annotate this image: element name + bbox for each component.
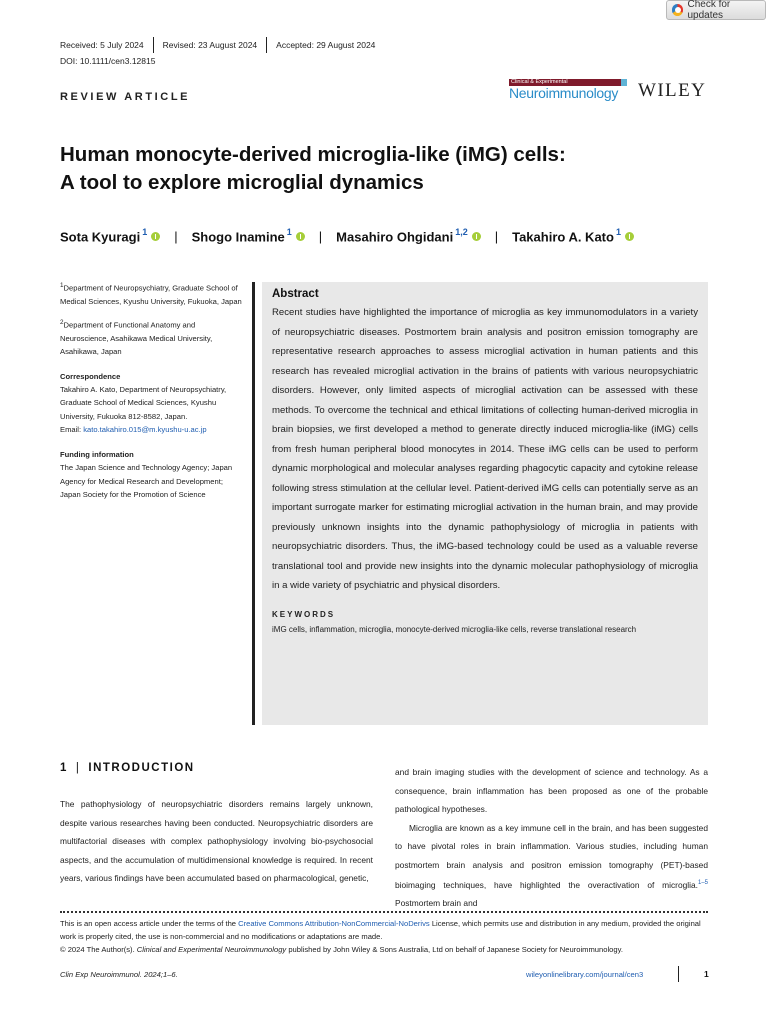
divider: [153, 37, 154, 53]
orcid-icon[interactable]: [296, 232, 305, 241]
funding-text: The Japan Science and Technology Agency; Japan Agency for Medical Research and Development; Japan Society for the Promotion of Science: [60, 463, 233, 499]
affiliations-panel: [60, 279, 243, 509]
orcid-icon[interactable]: [625, 232, 634, 241]
divider: [266, 37, 267, 53]
footnote-divider: [60, 911, 708, 913]
affiliation-text: Department of Neuropsychiatry, Graduate School of Medical Sciences, Kyushu University, Fukuoka, Japan: [60, 283, 242, 306]
body-column-right: [395, 763, 708, 913]
author-name: Sota Kyuragi: [60, 229, 141, 245]
author-separator: |: [318, 228, 323, 244]
license-text: © 2024 The Author(s).: [60, 945, 137, 954]
affiliation-ref: 1: [615, 227, 621, 237]
correspondence-text: Takahiro A. Kato, Department of Neuropsychiatry, Graduate School of Medical Sciences, Kyushu University, Fukuoka 812-8582, Japan.: [60, 385, 227, 421]
journal-logo-main: Neuroimmunology: [509, 85, 619, 101]
author-name: Masahiro Ohgidani: [336, 229, 454, 245]
abstract-box: [262, 282, 708, 725]
affiliation-1: [60, 279, 243, 308]
author[interactable]: [336, 228, 468, 244]
paragraph-text: Microglia are known as a key immune cell in the brain, and has been suggested to have pivotal roles in brain inflammation. Various studies, including human postmortem brain analysis and positron emission tomography (PET)-based bioimaging techniques, have highlighted the overactivation of microglia.: [395, 822, 708, 890]
author[interactable]: [512, 228, 621, 244]
vertical-rule: [252, 282, 255, 725]
doi[interactable]: DOI: 10.1111/cen3.12815: [60, 56, 156, 66]
abstract-text: Recent studies have highlighted the importance of microglia as key immunomodulators in a variety of neuropsychiatric diseases. Postmortem brain analysis and positron emission tomography are representative research approaches to assess microglial activation in human patients and this research has revealed microglial activation in the brains of patients with various neuropsychiatric disorders. However, only limited aspects of microglial activation can be assessed with these methods. To overcome the technical and ethical limitations of collecting human-derived microglia in brain biopsies, we first developed a method to generate directly induced microglia-like (iMG) cells from fresh human peripheral blood monocytes in 2014. These iMG cells can be used to perform dynamic morphological and molecular analyses regarding phagocytic capacity and cytokine release following stress stimulation at the cellular level. Patient-derived iMG cells can potentially serve as an important surrogate marker for estimating microglial activation in the human brain, and may provide previously unknown insights into the dynamic pathophysiology of microglia in patients with neuropsychiatric disorders. Thus, the iMG-based technology could be used as a valuable reverse translational tool and provide new insights into the dynamic molecular pathophysiology of microglia in a wide variety of psychiatric and physical disorders.: [272, 307, 698, 591]
abstract-heading: Abstract: [272, 288, 319, 300]
section-pipe: |: [75, 762, 81, 774]
license-link[interactable]: Creative Commons Attribution-NonCommercial-NoDerivs: [238, 919, 430, 928]
revised-date: Revised: 23 August 2024: [162, 40, 258, 50]
funding: [60, 448, 243, 501]
paragraph-text: Postmortem brain and: [395, 898, 478, 909]
accepted-date: Accepted: 29 August 2024: [276, 40, 376, 50]
affiliation-ref: 1,2: [455, 227, 468, 237]
footer-citation: [60, 970, 178, 979]
keywords-heading: KEYWORDS: [272, 609, 336, 619]
check-for-updates-button[interactable]: [666, 0, 766, 20]
author-name: Shogo Inamine: [191, 229, 285, 245]
email-link[interactable]: kato.takahiro.015@m.kyushu-u.ac.jp: [83, 424, 207, 434]
license-text: License, which permits use and distribution in any medium, provided the original work is properly cited, the use is non-commercial and no modifications or adaptations are made.: [60, 919, 701, 941]
check-for-updates-label: Check for updates: [687, 0, 731, 21]
affiliation-2: [60, 316, 243, 358]
license-text: published by John Wiley & Sons Australia, Ltd on behalf of Japanese Society for Neuroimmunology.: [286, 945, 623, 954]
email-label: Email:: [60, 424, 84, 434]
journal-logo-top: Clinical & Experimental: [509, 79, 621, 86]
author-separator: |: [174, 228, 178, 244]
section-title: INTRODUCTION: [88, 762, 195, 774]
journal-logo: [509, 79, 627, 103]
body-column-left: [60, 795, 373, 888]
license-line-2: [60, 943, 710, 956]
publication-dates: [60, 37, 375, 53]
orcid-icon[interactable]: [472, 232, 481, 241]
section-number: 1: [60, 762, 68, 774]
keywords-text: iMG cells, inflammation, microglia, monocyte-derived microglia-like cells, reverse translational research: [272, 624, 637, 634]
footer-url[interactable]: wileyonlinelibrary.com/journal/cen3: [526, 970, 644, 979]
license-line-1: [60, 917, 710, 943]
affiliation-sup: 1: [60, 282, 64, 289]
author-separator: |: [494, 228, 499, 244]
paragraph: The pathophysiology of neuropsychiatric disorders remains largely unknown, despite various researches having been conducted. Neuropsychiatric disorders are multifactorial diseases with complex pathophysiology involving bio-psychosocial aspects, and the accumulation of multidimensional knowledge is required. In recent years, various findings have been accumulated based on pharmacological, genetic,: [60, 799, 373, 883]
author-name: Takahiro A. Kato: [512, 229, 614, 245]
citation-ref[interactable]: 1–5: [697, 880, 708, 886]
title-line-2: A tool to explore microglial dynamics: [60, 171, 424, 194]
license-text: This is an open access article under the terms of the: [60, 919, 239, 928]
orcid-icon[interactable]: [151, 232, 160, 241]
correspondence: [60, 370, 243, 436]
article-type: REVIEW ARTICLE: [60, 91, 191, 103]
affiliation-text: Department of Functional Anatomy and Neuroscience, Asahikawa Medical University, Asahikawa, Japan: [60, 320, 213, 356]
article-title: [60, 141, 700, 197]
journal-name: Clinical and Experimental Neuroimmunology: [136, 945, 287, 954]
funding-heading: Funding information: [60, 450, 134, 460]
paragraph: and brain imaging studies with the development of science and technology. As a consequence, brain inflammation has been proposed as one of the probable pathological hypotheses.: [395, 767, 708, 814]
publisher-logo: WILEY: [638, 80, 707, 101]
crossmark-icon: [672, 4, 683, 16]
author-list: [60, 228, 634, 244]
section-heading: [60, 762, 195, 774]
affiliation-ref: 1: [286, 227, 292, 237]
footer-divider: [678, 966, 679, 982]
title-line-1: Human monocyte-derived microglia-like (iMG) cells:: [60, 143, 566, 166]
author[interactable]: [60, 228, 147, 244]
received-date: Received: 5 July 2024: [60, 40, 144, 50]
affiliation-ref: 1: [142, 227, 148, 237]
citation-text: Clin Exp Neuroimmunol. 2024;1–6.: [60, 970, 178, 979]
license-notice: [60, 917, 710, 956]
author[interactable]: [192, 228, 292, 244]
page-number: 1: [704, 969, 709, 979]
affiliation-sup: 2: [60, 318, 64, 326]
correspondence-heading: Correspondence: [60, 372, 121, 382]
paragraph: [395, 819, 708, 913]
journal-logo-mark: [621, 79, 627, 86]
